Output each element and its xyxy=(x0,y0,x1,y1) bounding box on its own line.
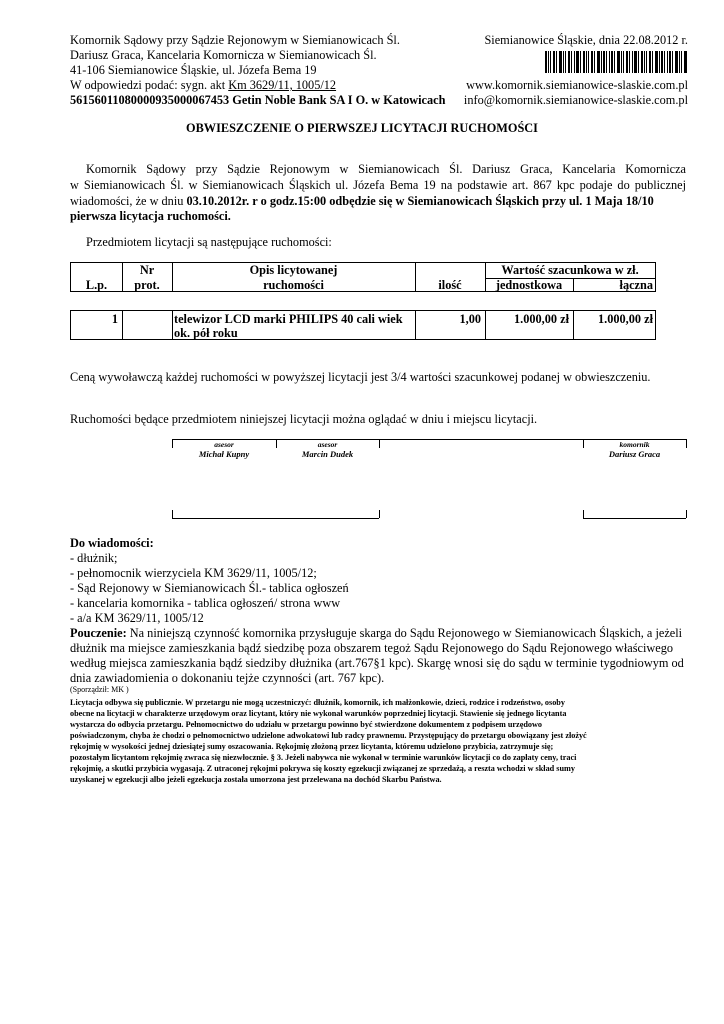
header-jednostkowa: jednostkowa xyxy=(495,278,563,292)
row-opis-line-1: telewizor LCD marki PHILIPS 40 cali wiek xyxy=(174,312,403,326)
rules-line: Licytacja odbywa się publicznie. W przetargu nie mogą uczestniczyć: dłużnik, komornik, ich małżonkowie, dzieci, rodzice i rodzeństwo, osoby xyxy=(70,698,565,707)
signature-name: Dariusz Graca xyxy=(608,449,661,459)
distribution-item: - a/a KM 3629/11, 1005/12 xyxy=(70,611,204,625)
items-table-header xyxy=(70,262,656,292)
reply-prefix: W odpowiedzi podać: sygn. akt xyxy=(70,78,229,92)
instruction-line-3: według miejsca zamieszkania bądź siedziby dłużnika (art.767§1 kpc). Skargę wnosi się do sądu w terminie tygodniowym od xyxy=(70,656,684,670)
price-note: Ceną wywoławczą każdej ruchomości w powyższej licytacji jest 3/4 wartości szacunkowej podanej w obwieszczeniu. xyxy=(70,370,651,384)
row-opis-line-2: ok. pół roku xyxy=(174,326,238,340)
table-row xyxy=(70,310,656,340)
intro-line-1: Komornik Sądowy przy Sądzie Rejonowym w Siemianowicach Śl. Dariusz Graca, Kancelaria Komornicza xyxy=(86,162,686,176)
sig-line-bottom xyxy=(583,518,686,519)
viewing-note: Ruchomości będące przedmiotem niniejszej licytacji można oglądać w dniu i miejscu licytacji. xyxy=(70,412,538,426)
items-intro: Przedmiotem licytacji są następujące ruchomości: xyxy=(86,235,332,249)
document-title: OBWIESZCZENIE O PIERWSZEJ LICYTACJI RUCHOMOŚCI xyxy=(186,121,538,135)
reply-reference xyxy=(70,78,336,92)
rules-line: obecne na licytacji w charakterze urzędowym oraz licytant, który nie wykonał warunków poprzedniej licytacji. Stawienie się jednego licytanta xyxy=(70,709,567,718)
signature-name: Michał Kupny xyxy=(198,449,250,459)
distribution-heading: Do wiadomości: xyxy=(70,536,154,550)
row-jednostkowa: 1.000,00 zł xyxy=(514,312,569,326)
distribution-item: - pełnomocnik wierzyciela KM 3629/11, 1005/12; xyxy=(70,566,317,580)
prepared-by: (Sporządził: MK ) xyxy=(70,685,129,694)
sig-tick xyxy=(686,510,687,518)
header-nr-bottom: prot. xyxy=(134,278,160,292)
sig-tick xyxy=(172,510,173,518)
row-laczna: 1.000,00 zł xyxy=(598,312,653,326)
header-nr-top: Nr xyxy=(139,263,155,277)
reply-case-number: Km 3629/11, 1005/12 xyxy=(228,78,337,92)
bank-account: 56156011080000935000067453 Getin Noble Bank SA I O. w Katowicach xyxy=(70,93,446,107)
row-ilosc: 1,00 xyxy=(459,312,481,326)
instruction-text: Na niniejszą czynność komornika przysługuje skarga do Sądu Rejonowego w Siemianowicach Śląskich, a jeżeli xyxy=(126,626,683,640)
signature-role: asesor xyxy=(214,440,234,449)
instruction-line-4: dnia zawiadomienia o dokonaniu tejże czynności (art. 767 kpc). xyxy=(70,671,385,685)
rules-line: pozostałym licytantom rękojmię zwraca się niezwłocznie. § 3. Jeżeli nabywca nie wykonał w terminie warunków licytacji co do zapłaty ceny, traci xyxy=(70,753,577,762)
intro-line-4: pierwsza licytacja ruchomości. xyxy=(70,209,231,223)
header-wartosc: Wartość szacunkowa w zł. xyxy=(501,263,639,277)
barcode-image xyxy=(545,51,687,73)
issuer-line-3: 41-106 Siemianowice Śląskie, ul. Józefa Bema 19 xyxy=(70,63,317,77)
instruction-label: Pouczenie: xyxy=(70,626,127,640)
intro-line-2: w Siemianowicach Śl. w Siemianowicach Śląskich ul. Józefa Bema 19 na podstawie art. 867 kpc podaje do publicznej xyxy=(70,178,686,192)
rules-line: wystarcza do odbycia przetargu. Pełnomocnictwo do udziału w przetargu powinno być stwierdzone dokumentem z podpisem urzędowo xyxy=(70,720,542,729)
row-lp: 1 xyxy=(111,312,118,326)
header-opis-top: Opis licytowanej xyxy=(249,263,338,277)
header-ilosc: ilość xyxy=(438,278,462,292)
distribution-item: - Sąd Rejonowy w Siemianowicach Śl.- tablica ogłoszeń xyxy=(70,581,349,595)
signature-assessor-2 xyxy=(276,440,379,460)
header-laczna: łączna xyxy=(619,278,653,292)
instruction-line-2: dłużnik ma miejsce zamieszkania bądź siedzibę poza obszarem tegoż Sądu Rejonowego do Sądu Rejonowego właściwego xyxy=(70,641,674,655)
auction-date-place: 03.10.2012r. r o godz.15:00 odbędzie się w Siemianowicach Śląskich przy ul. 1 Maja 18/10 xyxy=(186,194,654,208)
signature-bailiff xyxy=(583,440,686,460)
distribution-item: - dłużnik; xyxy=(70,551,118,565)
signature-assessor-1 xyxy=(172,440,276,460)
sig-line-bottom xyxy=(172,518,379,519)
rules-line: rękojmię w wysokości jednej dziesiątej sumy oszacowania. Rękojmię złożoną przez licytanta, któremu udzielono przybicia, zatrzymuje się; xyxy=(70,742,554,751)
rules-line: poświadczonym, chyba że chodzi o pełnomocnictwo udzielone adwokatowi lub radcy prawnemu. Przystępujący do przetargu obowiązany jest złożyć xyxy=(70,731,587,740)
sig-tick xyxy=(379,439,380,448)
email-link[interactable]: info@komornik.siemianowice-slaskie.com.pl xyxy=(463,93,688,107)
header-lp: L.p. xyxy=(85,278,108,292)
instruction-line-1 xyxy=(70,626,682,640)
signature-name: Marcin Dudek xyxy=(301,449,354,459)
distribution-item: - kancelaria komornika - tablica ogłoszeń/ strona www xyxy=(70,596,341,610)
sig-tick xyxy=(379,510,380,518)
rules-line: uzyskanej w egzekucji albo jeżeli egzekucja została umorzona jest przelewana na dochód Skarbu Państwa. xyxy=(70,775,442,784)
header-opis-bottom: ruchomości xyxy=(263,278,324,292)
website-link[interactable]: www.komornik.siemianowice-slaskie.com.pl xyxy=(466,78,688,92)
issuer-line-2: Dariusz Graca, Kancelaria Komornicza w Siemianowicach Śl. xyxy=(70,48,377,62)
rules-line: rękojmię, a skutki przybicia wygasają. Z utraconej rękojmi pokrywa się koszty egzekucji związanej ze sprzedażą, a reszta wchodzi w skład sumy xyxy=(70,764,575,773)
signature-role: asesor xyxy=(317,440,338,449)
sig-tick xyxy=(686,439,687,448)
signature-role: komornik xyxy=(619,440,650,449)
place-date: Siemianowice Śląskie, dnia 22.08.2012 r. xyxy=(484,33,688,47)
sig-tick xyxy=(583,510,584,518)
issuer-line-1: Komornik Sądowy przy Sądzie Rejonowym w Siemianowicach Śl. xyxy=(70,33,400,47)
intro-line-3 xyxy=(70,194,654,208)
intro-date-prefix: wiadomości, że w dniu xyxy=(70,194,187,208)
